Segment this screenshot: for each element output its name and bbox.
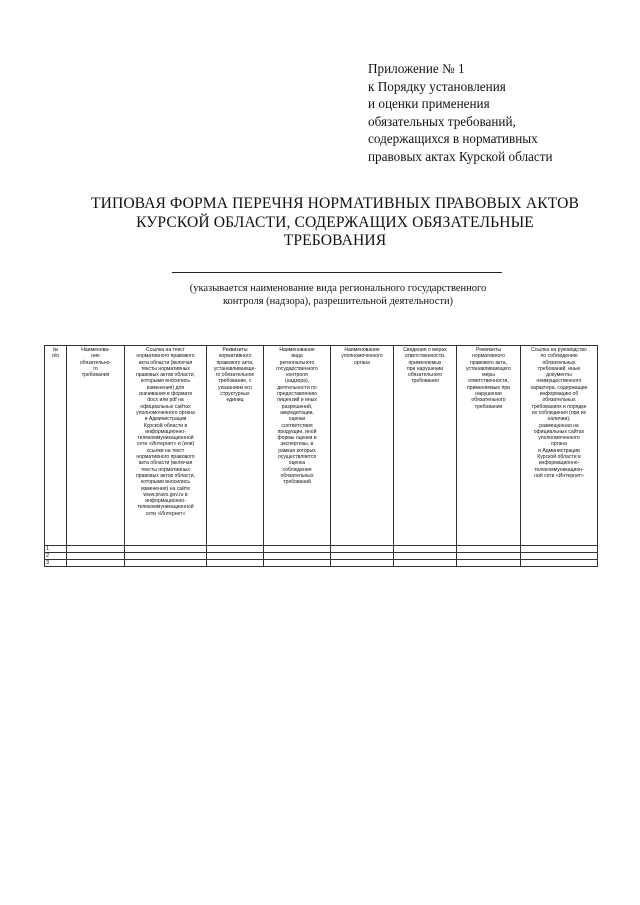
caption-line: (указывается наименование вида регионального государственного [189,283,487,294]
table-cell [207,546,264,553]
table-cell [331,560,394,567]
table-cell [521,546,598,553]
table-cell [264,546,331,553]
table-cell [521,560,598,567]
table-cell [457,560,521,567]
table-cell [67,553,125,560]
header-cell-number: № п/п [45,346,67,546]
table-row [45,553,598,560]
row-number-cell: 3 [45,560,67,567]
header-cell-authority: Наименование уполномоченного органа [331,346,394,546]
appendix-line: обязательных требований, [368,113,516,129]
table-header-row [45,346,598,546]
appendix-line: к Порядку установления [368,78,506,94]
row-number-cell: 1 [45,546,67,553]
table-cell [67,560,125,567]
appendix-line: Приложение № 1 [368,61,465,76]
header-cell-guidance-link: Ссылка на руководство по соблюдению обязательных требований, иные документы неимущественного характера, содержащие информацию об обязательных требованиях и порядке их соблюдения (при их наличии), размещенная на официальных сайтах уполномоченного органа и Администрации Курской области в информационно- телекоммуникацион- ной сети «Интернет» [521,346,598,546]
title-line: ТИПОВАЯ ФОРМА ПЕРЕЧНЯ НОРМАТИВНЫХ ПРАВОВЫХ АКТОВ [90,195,580,212]
header-cell-control-type: Наименование вида регионального государственного контроля (надзора), деятельности по предоставлению лицензий и иных разрешений, аккредитации, оценки соответствия продукции, иной формы оценки и экспертизы, в рамках которых осуществляется оценка соблюдения обязательных требований [264,346,331,546]
caption-line: контроля (надзора), разрешительной деятельности) [222,296,454,307]
document-title [70,195,600,251]
header-cell-act-link: Ссылка на текст нормативного правового акта области (включая тексты нормативных правовых актов области, которыми вносились изменения) для скачивания в формате docx или pdf на официальных сайтах уполномоченного органа и Администрации Курской области в информационно- телекоммуникационной сети «Интернет» и (или) ссылки на текст нормативного правового акта области (включая тексты нормативных правовых актов области, которыми вносились изменения) на сайте www.pravo.gov.ru в информационно- телекоммуникационной сети «Интернет» [125,346,207,546]
table-cell [521,553,598,560]
table-cell [457,553,521,560]
table-cell [264,560,331,567]
appendix-line: правовых актах Курской области [368,148,553,164]
title-line: ТРЕБОВАНИЯ [283,232,387,249]
table-row [45,546,598,553]
appendix-line: содержащихся в нормативных [368,131,538,146]
requirements-table [44,345,598,567]
table-cell [207,553,264,560]
header-cell-liability: Сведения о мерах ответственности, применяемых при нарушении обязательного требования [394,346,457,546]
table-cell [125,546,207,553]
appendix-line: и оценки применения [368,96,490,111]
header-cell-liability-act: Реквизиты нормативного правового акта, устанавливающего меры ответственности, применяемые при нарушении обязательного требования [457,346,521,546]
table-cell [331,546,394,553]
header-cell-act-details: Реквизиты нормативного правового акта, устанавливающе- го обязательное требование, с указанием его структурных единиц [207,346,264,546]
row-number-cell: 2 [45,553,67,560]
table-cell [394,546,457,553]
table-cell [394,560,457,567]
fill-in-line [172,272,502,273]
fill-in-caption [150,282,526,308]
table-cell [264,553,331,560]
table-cell [207,560,264,567]
table-cell [394,553,457,560]
table-cell [125,553,207,560]
table-cell [125,560,207,567]
table-cell [331,553,394,560]
header-cell-requirement-name: Наименова- ние обязательно- го требования [67,346,125,546]
title-line: КУРСКОЙ ОБЛАСТИ, СОДЕРЖАЩИХ ОБЯЗАТЕЛЬНЫЕ [136,213,534,231]
table-cell [457,546,521,553]
table-cell [67,546,125,553]
appendix-block [368,60,628,165]
table-row [45,560,598,567]
